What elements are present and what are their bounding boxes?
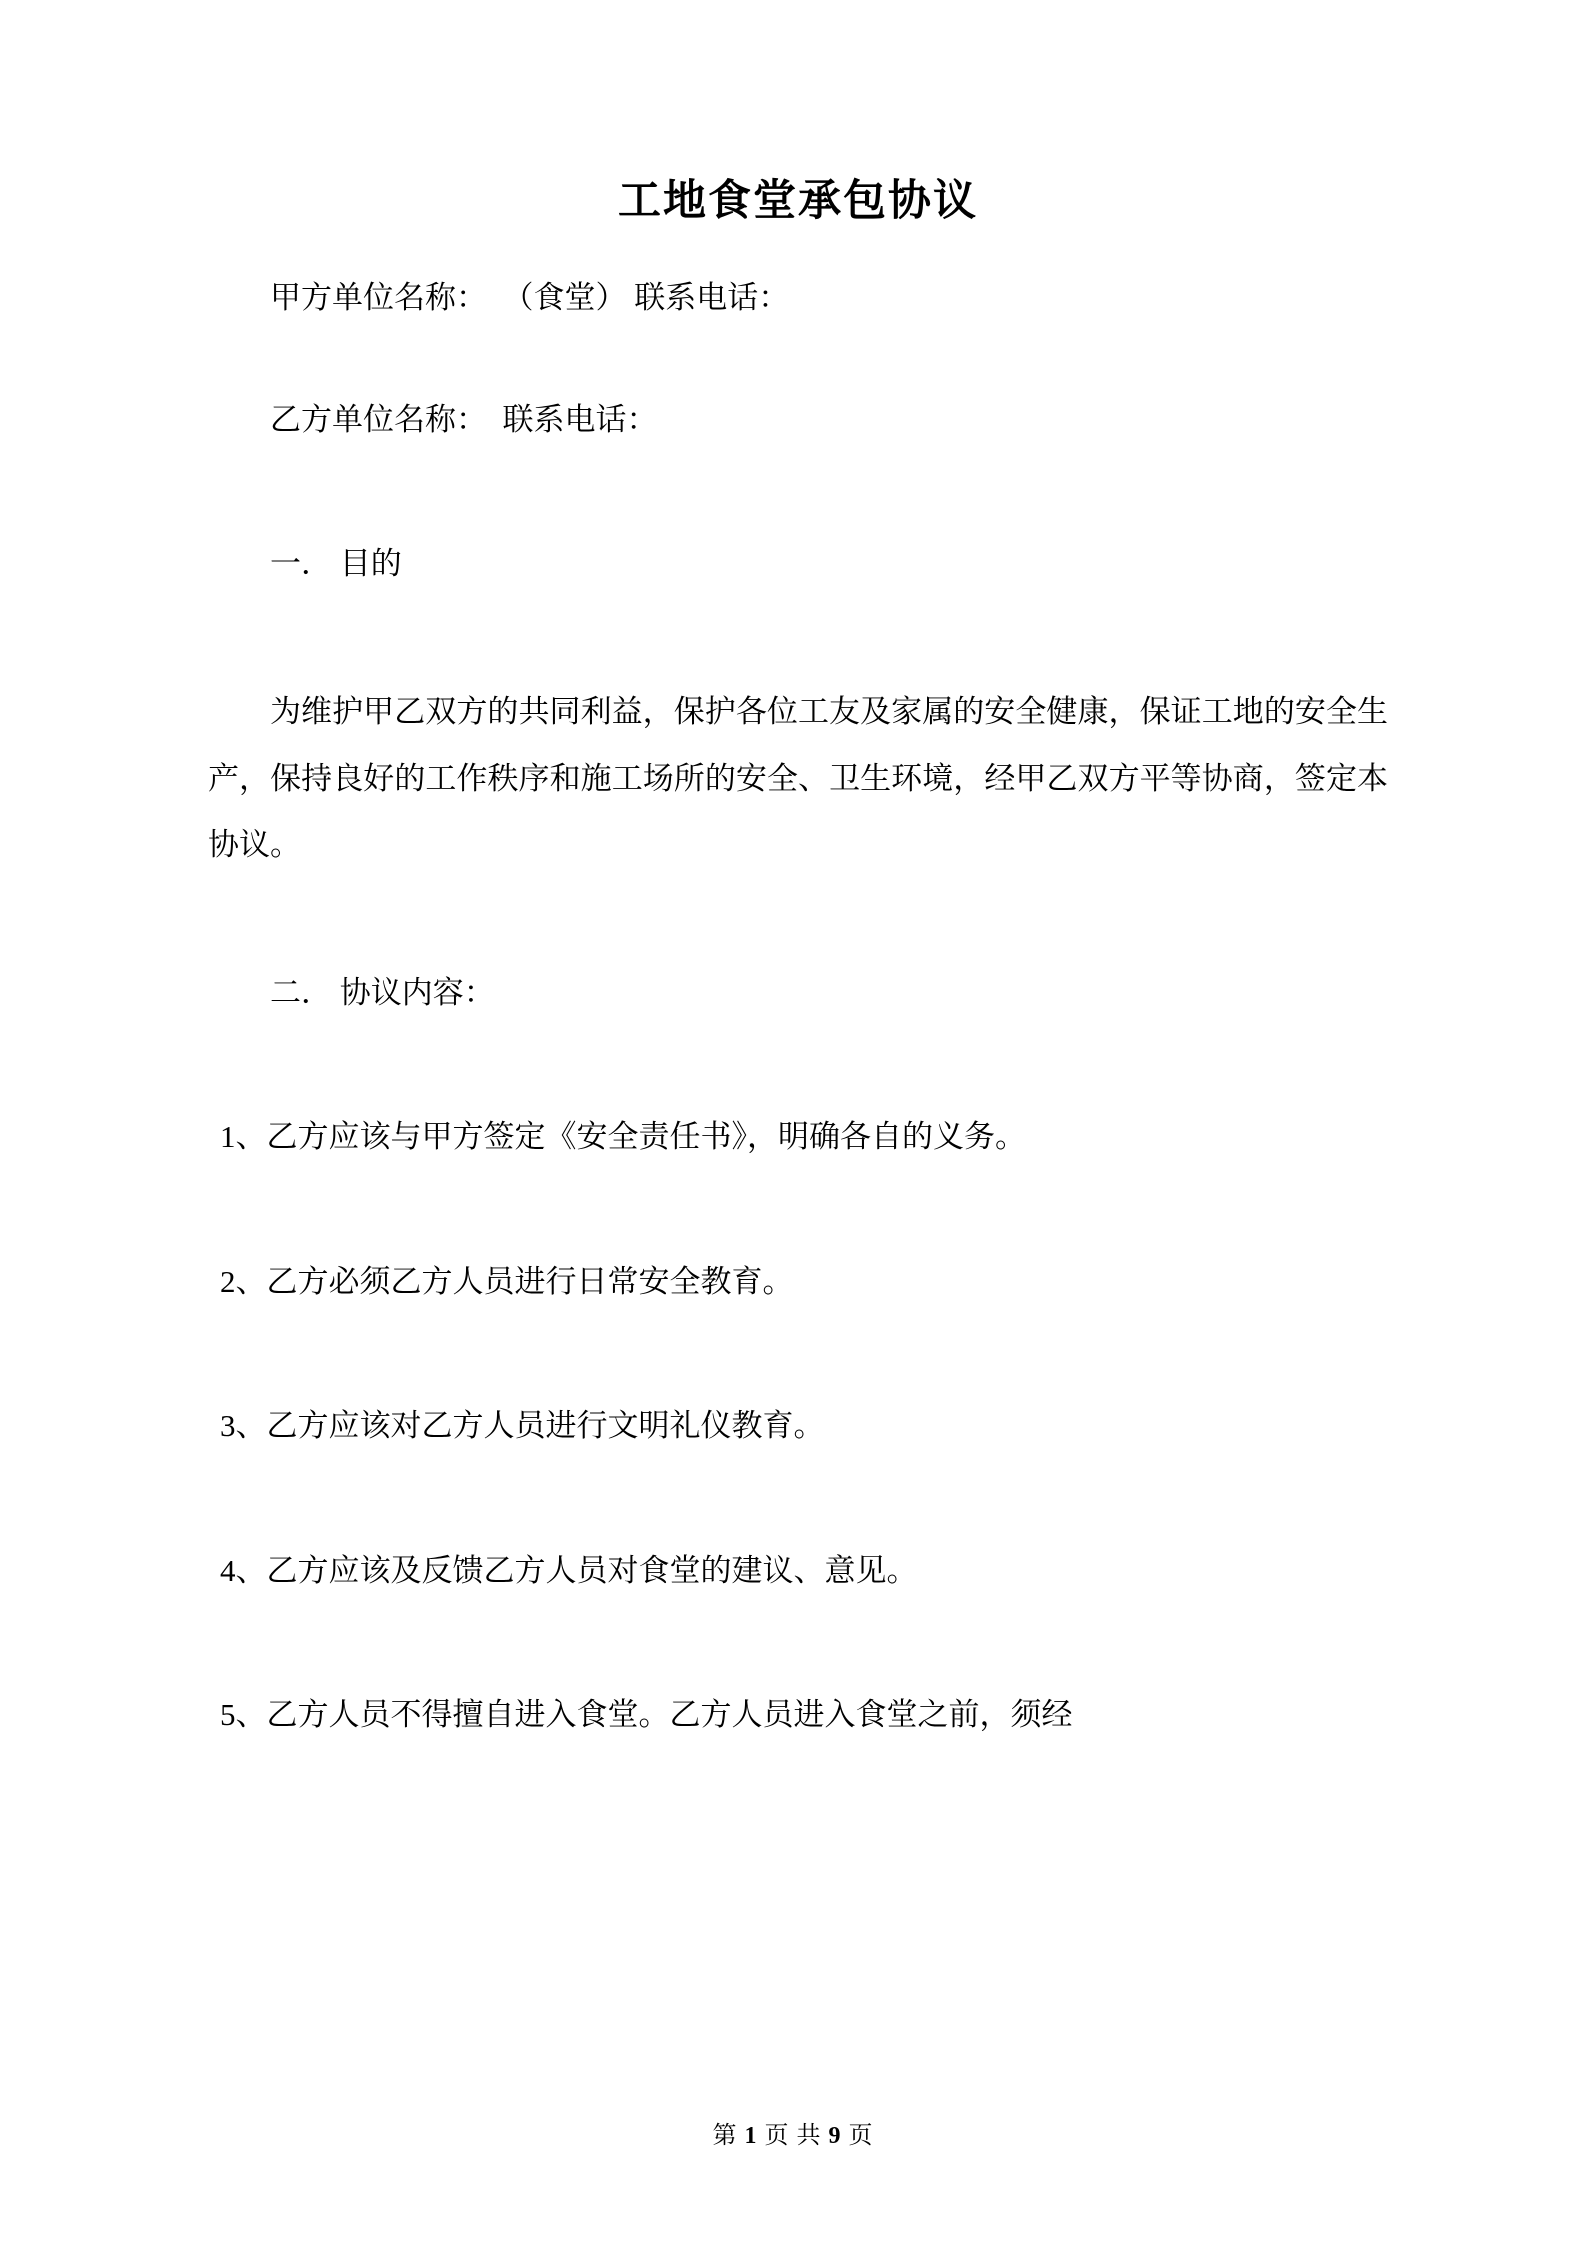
section-one-heading: 一． 目的 [270,546,402,582]
list-item: 3、乙方应该对乙方人员进行文明礼仪教育。 [220,1408,825,1444]
party-a-line: 甲方单位名称： （食堂） 联系电话： [270,279,790,315]
list-item: 2、乙方必须乙方人员进行日常安全教育。 [220,1263,794,1299]
footer-current-page: 1 [744,2123,758,2149]
section-one-body: 为维护甲乙双方的共同利益，保护各位工友及家属的安全健康，保证工地的安全生产，保持良好的工作秩序和施工场所的安全、卫生环境，经甲乙双方平等协商，签定本协议。 [208,693,1388,863]
footer-prefix: 第 [712,2123,738,2149]
spacer [208,1601,1388,1685]
list-item: 4、乙方应该及反馈乙方人员对食堂的建议、意见。 [220,1552,918,1588]
spacer [208,1457,1388,1541]
spacer [208,595,1388,679]
spacer [208,1023,1388,1107]
spacer [208,328,1388,390]
spacer [208,450,1388,534]
footer-suffix: 页 [848,2123,874,2149]
spacer [208,879,1388,963]
document-body [208,0,1388,1745]
footer-total-pages: 9 [828,2123,842,2149]
spacer [208,1168,1388,1252]
page-title: 工地食堂承包协议 [618,176,978,226]
party-b-line: 乙方单位名称： 联系电话： [270,402,658,438]
spacer [208,1312,1388,1396]
page-footer [0,2115,1586,2150]
spacer [208,228,1388,268]
footer-middle: 页 共 [764,2123,822,2149]
list-item: 1、乙方应该与甲方签定《安全责任书》，明确各自的义务。 [220,1119,1026,1155]
list-item: 5、乙方人员不得擅自进入食堂。乙方人员进入食堂之前，须经 [220,1697,1073,1733]
section-two-heading: 二． 协议内容： [270,974,495,1010]
